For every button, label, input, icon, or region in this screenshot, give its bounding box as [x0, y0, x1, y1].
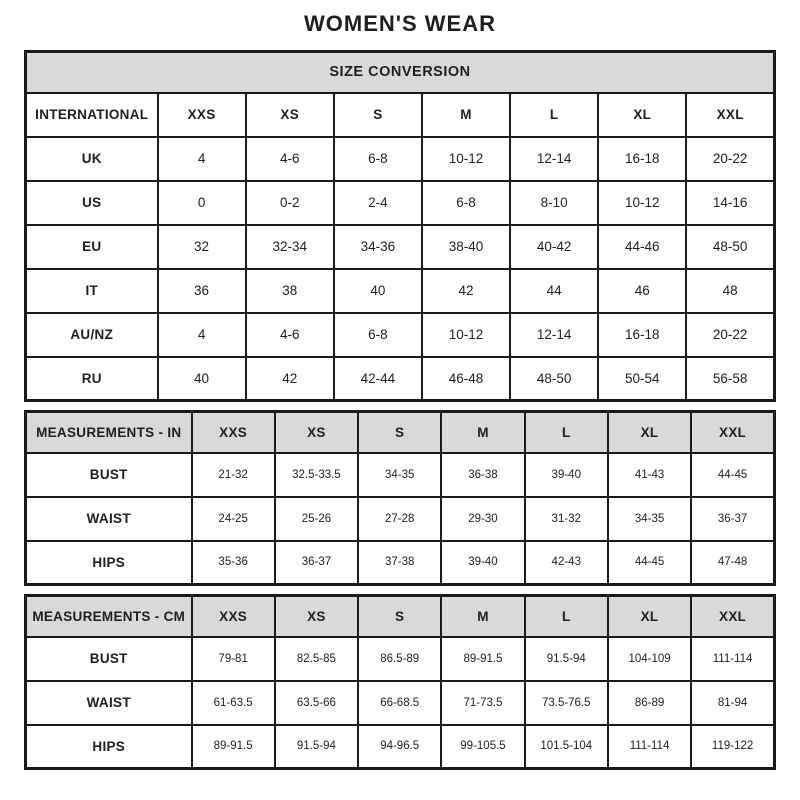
column-header: L — [525, 596, 608, 637]
size-value-cell: 111-114 — [608, 725, 691, 769]
size-value-cell: 31-32 — [525, 497, 608, 541]
size-value-cell: 42 — [246, 357, 334, 401]
row-label: UK — [26, 137, 158, 181]
table-row — [26, 497, 775, 541]
size-value-cell: 86.5-89 — [358, 637, 441, 681]
size-value-cell: 29-30 — [441, 497, 524, 541]
size-value-cell: 36-37 — [275, 541, 358, 585]
column-header: M — [441, 596, 524, 637]
column-header: XL — [608, 596, 691, 637]
column-header: XXL — [691, 596, 774, 637]
size-value-cell: 73.5-76.5 — [525, 681, 608, 725]
size-value-cell: 61-63.5 — [192, 681, 275, 725]
table-header-row — [26, 596, 775, 637]
size-value-cell: 2-4 — [334, 181, 422, 225]
table-row — [26, 225, 775, 269]
size-value-cell: 4 — [158, 313, 246, 357]
size-value-cell: 119-122 — [691, 725, 774, 769]
size-value-cell: 16-18 — [598, 137, 686, 181]
row-label: WAIST — [26, 681, 192, 725]
size-value-cell: 34-35 — [358, 453, 441, 497]
size-value-cell: 0 — [158, 181, 246, 225]
size-value-cell: 42-43 — [525, 541, 608, 585]
size-value-cell: 38-40 — [422, 225, 510, 269]
table-row — [26, 269, 775, 313]
size-value-cell: 42-44 — [334, 357, 422, 401]
size-conversion-table — [24, 50, 776, 402]
row-label: AU/NZ — [26, 313, 158, 357]
table-row — [26, 725, 775, 769]
size-value-cell: 36-38 — [441, 453, 524, 497]
table-header-row — [26, 93, 775, 137]
size-value-cell: 35-36 — [192, 541, 275, 585]
size-value-cell: 25-26 — [275, 497, 358, 541]
size-value-cell: 40-42 — [510, 225, 598, 269]
size-value-cell: 50-54 — [598, 357, 686, 401]
size-value-cell: 44 — [510, 269, 598, 313]
size-value-cell: 39-40 — [441, 541, 524, 585]
column-header: MEASUREMENTS - IN — [26, 412, 192, 453]
size-value-cell: 46-48 — [422, 357, 510, 401]
table-row — [26, 541, 775, 585]
size-value-cell: 46 — [598, 269, 686, 313]
size-value-cell: 27-28 — [358, 497, 441, 541]
size-value-cell: 47-48 — [691, 541, 774, 585]
size-value-cell: 24-25 — [192, 497, 275, 541]
size-value-cell: 21-32 — [192, 453, 275, 497]
size-value-cell: 71-73.5 — [441, 681, 524, 725]
size-value-cell: 91.5-94 — [275, 725, 358, 769]
size-value-cell: 40 — [334, 269, 422, 313]
column-header: XL — [598, 93, 686, 137]
column-header: XXL — [686, 93, 774, 137]
size-value-cell: 81-94 — [691, 681, 774, 725]
column-header: XXL — [691, 412, 774, 453]
table-row — [26, 357, 775, 401]
column-header: MEASUREMENTS - CM — [26, 596, 192, 637]
size-value-cell: 40 — [158, 357, 246, 401]
size-value-cell: 111-114 — [691, 637, 774, 681]
table-banner-row — [26, 52, 775, 93]
size-value-cell: 14-16 — [686, 181, 774, 225]
size-value-cell: 12-14 — [510, 137, 598, 181]
table-header-row — [26, 412, 775, 453]
table-row — [26, 681, 775, 725]
size-value-cell: 94-96.5 — [358, 725, 441, 769]
table-row — [26, 181, 775, 225]
column-header: INTERNATIONAL — [26, 93, 158, 137]
measurements-cm-table — [24, 594, 776, 770]
size-value-cell: 48-50 — [510, 357, 598, 401]
size-value-cell: 10-12 — [598, 181, 686, 225]
column-header: XXS — [158, 93, 246, 137]
size-value-cell: 6-8 — [422, 181, 510, 225]
table-row — [26, 313, 775, 357]
column-header: XS — [275, 412, 358, 453]
measurements-in-table — [24, 410, 776, 586]
size-value-cell: 66-68.5 — [358, 681, 441, 725]
size-value-cell: 34-35 — [608, 497, 691, 541]
size-value-cell: 99-105.5 — [441, 725, 524, 769]
size-value-cell: 41-43 — [608, 453, 691, 497]
column-header: XXS — [192, 596, 275, 637]
size-value-cell: 4 — [158, 137, 246, 181]
table-banner-title: SIZE CONVERSION — [26, 52, 775, 93]
size-value-cell: 89-91.5 — [192, 725, 275, 769]
row-label: US — [26, 181, 158, 225]
size-value-cell: 34-36 — [334, 225, 422, 269]
row-label: HIPS — [26, 541, 192, 585]
row-label: BUST — [26, 637, 192, 681]
size-value-cell: 44-45 — [608, 541, 691, 585]
column-header: L — [510, 93, 598, 137]
size-value-cell: 101.5-104 — [525, 725, 608, 769]
size-value-cell: 44-46 — [598, 225, 686, 269]
size-value-cell: 63.5-66 — [275, 681, 358, 725]
column-header: S — [358, 596, 441, 637]
size-value-cell: 10-12 — [422, 137, 510, 181]
size-value-cell: 44-45 — [691, 453, 774, 497]
size-value-cell: 8-10 — [510, 181, 598, 225]
size-value-cell: 104-109 — [608, 637, 691, 681]
size-value-cell: 91.5-94 — [525, 637, 608, 681]
size-value-cell: 89-91.5 — [441, 637, 524, 681]
table-row — [26, 453, 775, 497]
row-label: EU — [26, 225, 158, 269]
size-value-cell: 48 — [686, 269, 774, 313]
size-value-cell: 6-8 — [334, 313, 422, 357]
size-value-cell: 32 — [158, 225, 246, 269]
size-value-cell: 38 — [246, 269, 334, 313]
size-value-cell: 32-34 — [246, 225, 334, 269]
column-header: L — [525, 412, 608, 453]
column-header: XS — [275, 596, 358, 637]
size-value-cell: 20-22 — [686, 313, 774, 357]
size-value-cell: 36-37 — [691, 497, 774, 541]
row-label: RU — [26, 357, 158, 401]
size-value-cell: 4-6 — [246, 137, 334, 181]
size-value-cell: 42 — [422, 269, 510, 313]
size-value-cell: 37-38 — [358, 541, 441, 585]
column-header: S — [358, 412, 441, 453]
row-label: WAIST — [26, 497, 192, 541]
size-value-cell: 12-14 — [510, 313, 598, 357]
size-value-cell: 86-89 — [608, 681, 691, 725]
size-value-cell: 20-22 — [686, 137, 774, 181]
size-value-cell: 4-6 — [246, 313, 334, 357]
column-header: XL — [608, 412, 691, 453]
size-value-cell: 10-12 — [422, 313, 510, 357]
size-value-cell: 56-58 — [686, 357, 774, 401]
size-value-cell: 36 — [158, 269, 246, 313]
row-label: IT — [26, 269, 158, 313]
row-label: HIPS — [26, 725, 192, 769]
column-header: XXS — [192, 412, 275, 453]
size-value-cell: 39-40 — [525, 453, 608, 497]
size-value-cell: 82.5-85 — [275, 637, 358, 681]
size-value-cell: 0-2 — [246, 181, 334, 225]
column-header: S — [334, 93, 422, 137]
size-value-cell: 79-81 — [192, 637, 275, 681]
column-header: XS — [246, 93, 334, 137]
table-row — [26, 637, 775, 681]
size-value-cell: 48-50 — [686, 225, 774, 269]
size-value-cell: 32.5-33.5 — [275, 453, 358, 497]
row-label: BUST — [26, 453, 192, 497]
size-value-cell: 6-8 — [334, 137, 422, 181]
table-row — [26, 137, 775, 181]
size-value-cell: 16-18 — [598, 313, 686, 357]
column-header: M — [422, 93, 510, 137]
page-title: WOMEN'S WEAR — [304, 11, 496, 36]
column-header: M — [441, 412, 524, 453]
